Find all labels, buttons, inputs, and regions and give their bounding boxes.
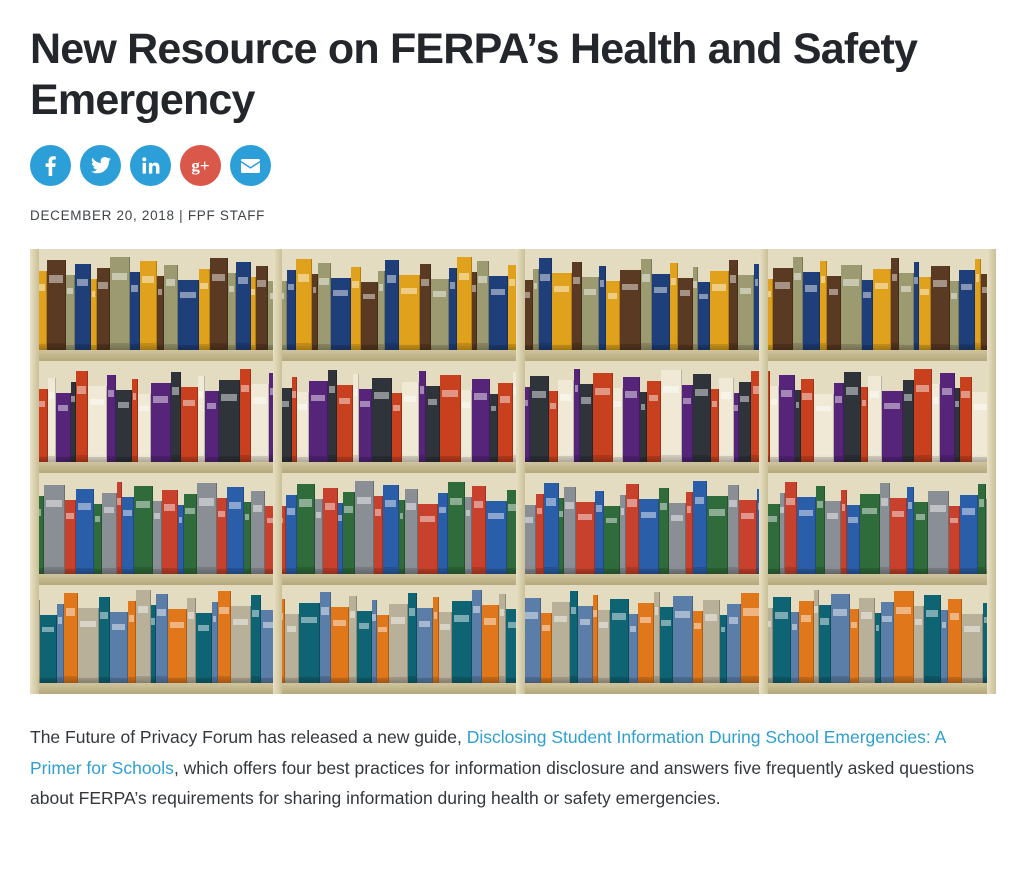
paragraph-text-after-link: , which offers four best practices for information disclosure and answers five frequently asked questions about FERPA’s requirements for sharing information during health or safety emergencies. xyxy=(30,757,975,808)
article-meta: DECEMBER 20, 2018 | FPF STAFF xyxy=(30,208,266,224)
article-paragraph xyxy=(30,722,996,813)
share-google-plus-icon[interactable] xyxy=(180,145,221,186)
paragraph-text-before-link: The Future of Privacy Forum has released a new guide, xyxy=(30,727,467,748)
guide-link[interactable]: Disclosing Student Information During School Emergencies: A Primer for Schools xyxy=(30,727,946,778)
share-email-icon[interactable] xyxy=(230,145,271,186)
share-google-plus-label: g+ xyxy=(191,156,210,176)
share-linkedin-icon[interactable] xyxy=(130,145,171,186)
share-twitter-icon[interactable] xyxy=(80,145,121,186)
share-facebook-icon[interactable] xyxy=(30,145,71,186)
page-title: New Resource on FERPA’s Health and Safety Emergency xyxy=(30,25,918,124)
hero-image-bookshelf xyxy=(30,249,996,694)
share-buttons xyxy=(30,145,994,186)
